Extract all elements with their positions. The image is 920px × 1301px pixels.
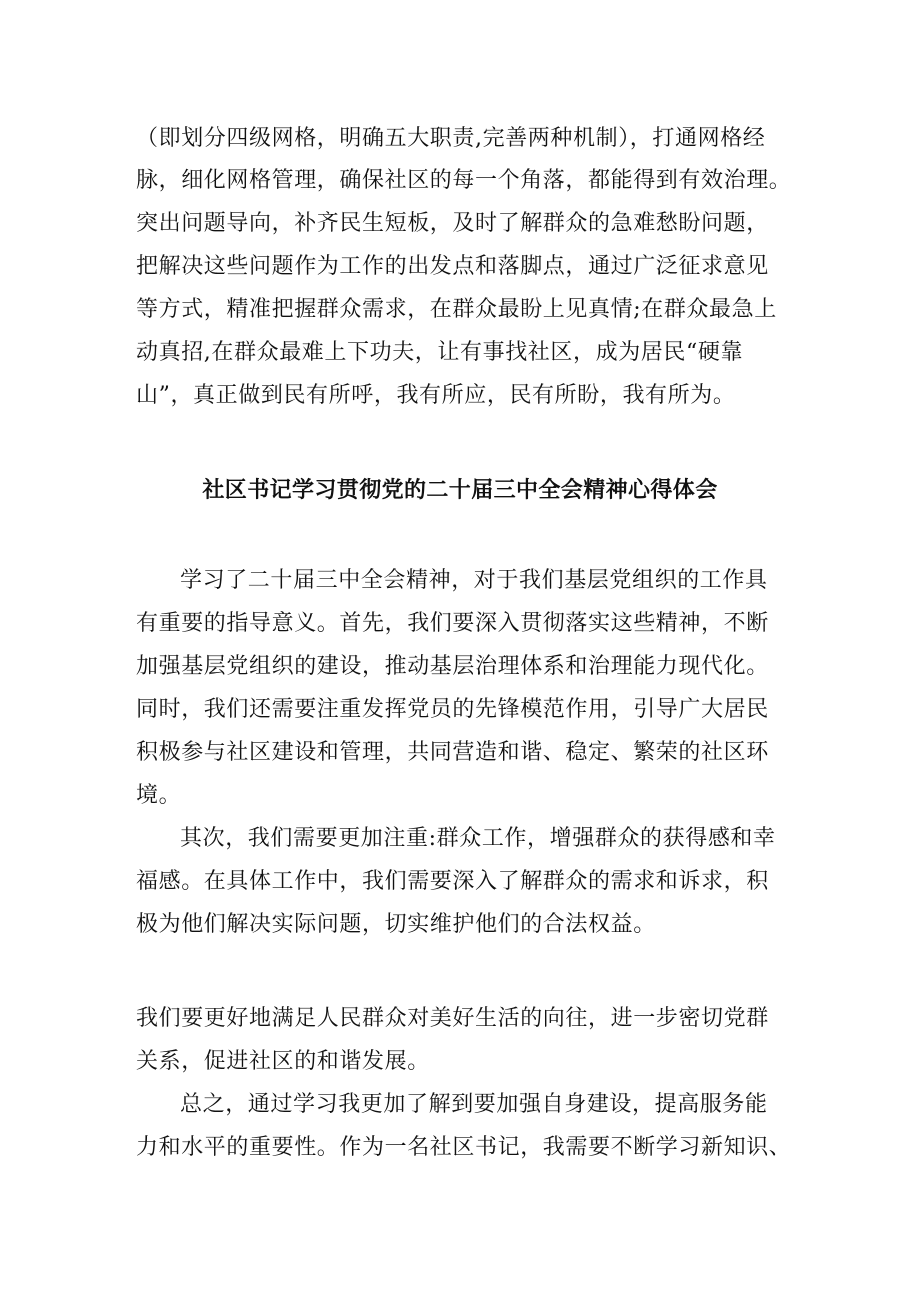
text-line: 动真招,在群众最难上下功夫，让有事找社区，成为居民“硬靠 <box>136 340 744 365</box>
document-title: 社区书记学习贯彻党的二十届三中全会精神心得体会 <box>202 478 718 503</box>
text-line: 等方式，精准把握群众需求，在群众最盼上见真情;在群众最急上 <box>136 297 777 322</box>
text-line: 学习了二十届三中全会精神，对于我们基层党组织的工作具 <box>180 568 768 593</box>
text-line: 极为他们解决实际问题，切实维护他们的合法权益。 <box>136 912 656 937</box>
text-line: 其次，我们需要更加注重:群众工作，增强群众的获得感和幸 <box>180 826 776 851</box>
text-line: 积极参与社区建设和管理，共同营造和谐、稳定、繁荣的社区环 <box>136 740 769 765</box>
text-line: 加强基层党组织的建设，推动基层治理体系和治理能力现代化。 <box>136 654 769 679</box>
text-line: 我们要更好地满足人民群众对美好生活的向往，进一步密切党群 <box>136 1006 769 1031</box>
text-line: 突出问题导向，补齐民生短板，及时了解群众的急难愁盼问题， <box>136 211 769 236</box>
text-line: 关系，促进社区的和谐发展。 <box>136 1049 430 1074</box>
text-line: 福感。在具体工作中，我们需要深入了解群众的需求和诉求，积 <box>136 869 769 894</box>
text-line: 有重要的指导意义。首先，我们要深入贯彻落实这些精神，不断 <box>136 611 769 636</box>
text-line: 总之，通过学习我更加了解到要加强自身建设，提高服务能 <box>180 1092 768 1117</box>
text-line: 山”，真正做到民有所呼，我有所应，民有所盼，我有所为。 <box>136 383 736 408</box>
text-line: （即划分四级网格，明确五大职责,完善两种机制），打通网格经 <box>136 126 766 151</box>
text-line: 境。 <box>136 783 182 808</box>
text-line: 脉，细化网格管理，确保社区的每一个角落，都能得到有效治理。 <box>136 168 792 193</box>
text-line: 同时，我们还需要注重发挥党员的先锋模范作用，引导广大居民 <box>136 697 769 722</box>
text-line: 把解决这些问题作为工作的出发点和落脚点，通过广泛征求意见 <box>136 254 769 279</box>
text-line: 力和水平的重要性。作为一名社区书记，我需要不断学习新知识、 <box>136 1135 792 1160</box>
